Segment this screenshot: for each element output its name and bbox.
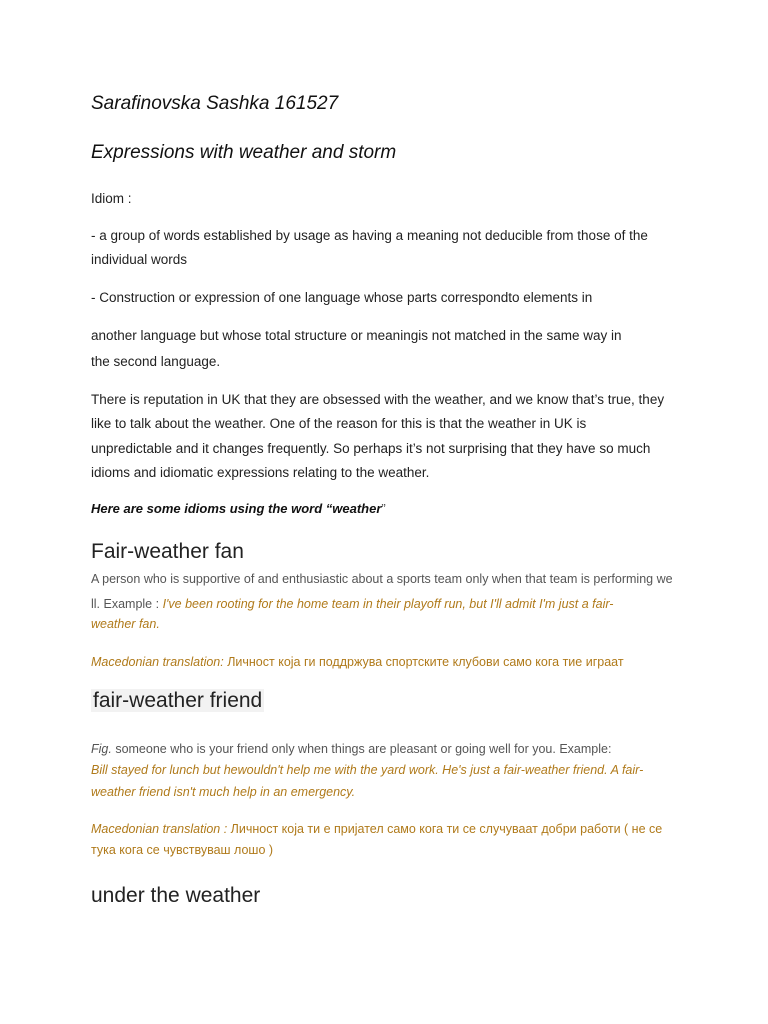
heading-fair-weather-friend-text: fair-weather friend	[93, 689, 263, 712]
intro-line-1: There is reputation in UK that they are obsessed with the weather, and we know that’s true, they	[91, 392, 665, 407]
fan-definition-line-1: A person who is supportive of and enthusiastic about a sports team only when that team is performing we	[91, 572, 673, 586]
friend-definition	[91, 740, 611, 758]
author-line: Sarafinovska Sashka 161527	[91, 93, 339, 114]
fan-translation-label: Macedonian translation:	[91, 655, 228, 669]
fan-definition-line-2	[91, 595, 613, 613]
fan-translation	[91, 653, 624, 671]
definition-1-line-1: - a group of words established by usage as having a meaning not deducible from those of the	[91, 228, 648, 243]
intro-line-2: like to talk about the weather. One of the reason for this is that the weather in UK is	[91, 416, 587, 431]
document-title: Expressions with weather and storm	[91, 142, 397, 163]
heading-under-the-weather: under the weather	[91, 884, 261, 907]
friend-example-line-1: Bill stayed for lunch but hewouldn't help me with the yard work. He's just a fair-weather friend. A fair-	[91, 763, 644, 777]
idioms-intro-quote: ”	[381, 501, 386, 516]
friend-example-line-2: weather friend isn't much help in an emergency.	[91, 785, 356, 799]
idiom-label: Idiom :	[91, 191, 132, 206]
friend-translation	[91, 820, 662, 838]
friend-translation-label: Macedonian translation :	[91, 822, 231, 836]
intro-line-4: idioms and idiomatic expressions relating to the weather.	[91, 465, 430, 480]
idioms-intro	[91, 500, 386, 518]
definition-2-line-3: the second language.	[91, 354, 221, 369]
definition-1-line-2: individual words	[91, 252, 188, 267]
intro-line-3: unpredictable and it changes frequently. So perhaps it’s not surprising that they have so much	[91, 441, 651, 456]
friend-translation-line-2: тука кога се чувствуваш лошо )	[91, 843, 274, 857]
heading-fair-weather-fan: Fair-weather fan	[91, 540, 244, 563]
friend-definition-text: someone who is your friend only when things are pleasant or going well for you. Example:	[111, 742, 612, 756]
definition-2-line-2: another language but whose total structure or meaningis not matched in the same way in	[91, 328, 622, 343]
fan-example-label: ll. Example :	[91, 597, 163, 611]
fan-translation-text: Личност која ги поддржува спортските клубови само кога тие играат	[227, 655, 624, 669]
friend-fig: Fig.	[91, 742, 112, 756]
heading-fair-weather-friend	[91, 689, 264, 713]
fan-example-line-1: I've been rooting for the home team in their playoff run, but I'll admit I'm just a fair-	[162, 597, 614, 611]
friend-translation-text: Личност која ти е пријател само кога ти се случуваат добри работи ( не се	[230, 822, 663, 836]
fan-example-line-2: weather fan.	[91, 617, 160, 631]
idioms-intro-bold: Here are some idioms using the word “weather	[91, 501, 382, 516]
definition-2-line-1: - Construction or expression of one language whose parts correspondto elements in	[91, 290, 593, 305]
